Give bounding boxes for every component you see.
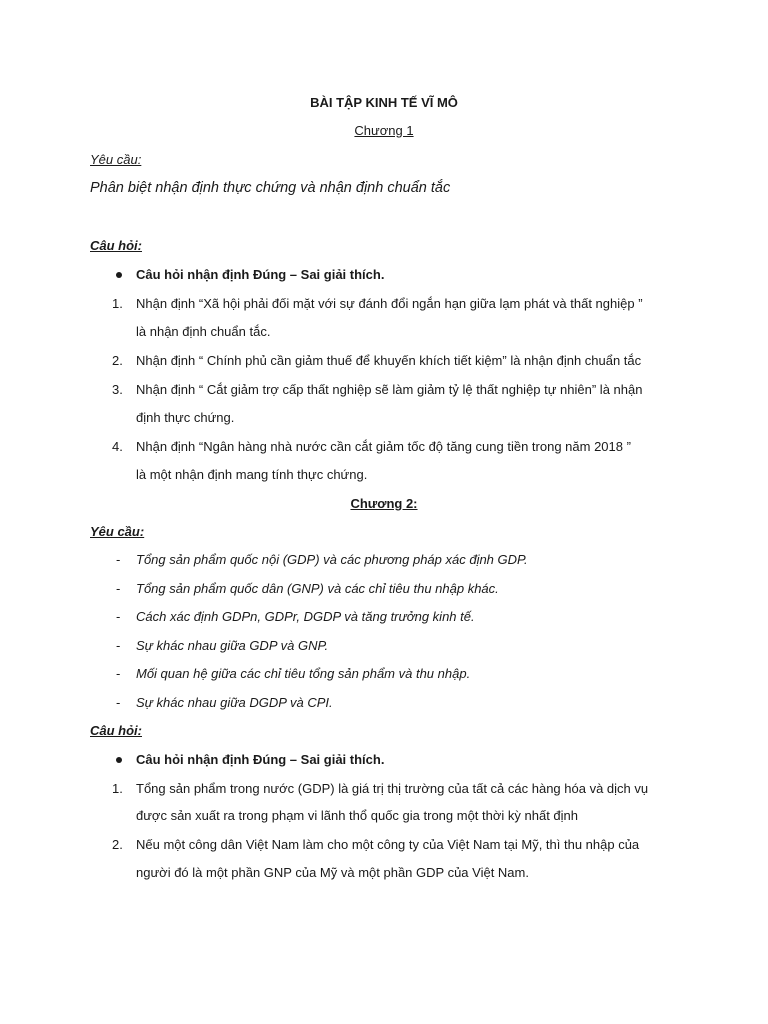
chapter1-item-4-line2: là một nhận định mang tính thực chứng. xyxy=(136,467,368,482)
chapter2-req-5-dash: - xyxy=(116,666,121,681)
chapter2-req-5: Mối quan hệ giữa các chỉ tiêu tổng sản phẩm và thu nhập. xyxy=(136,666,471,681)
chapter2-req-6-dash: - xyxy=(116,695,121,710)
chapter2-req-4-dash: - xyxy=(116,638,121,653)
chapter1-item-4-line1: Nhận định “Ngân hàng nhà nước cần cắt giảm tốc độ tăng cung tiền trong năm 2018 ” xyxy=(136,439,631,454)
chapter1-questions-label: Câu hỏi: xyxy=(90,238,142,253)
chapter2-requirement-label: Yêu cầu: xyxy=(90,524,145,539)
chapter1-item-1-line1: Nhận định “Xã hội phải đối mặt với sự đánh đổi ngắn hạn giữa lạm phát và thất nghiệp ” xyxy=(136,296,643,311)
chapter2-req-2-dash: - xyxy=(116,581,121,596)
chapter1-item-1-number: 1. xyxy=(112,296,123,311)
chapter2-questions-label: Câu hỏi: xyxy=(90,723,142,738)
document-title: BÀI TẬP KINH TẾ VĨ MÔ xyxy=(310,95,458,110)
chapter1-item-3-line1: Nhận định “ Cắt giảm trợ cấp thất nghiệp sẽ làm giảm tỷ lệ thất nghiệp tự nhiên” là nhận xyxy=(136,382,643,397)
chapter2-item-2-number: 2. xyxy=(112,837,123,852)
chapter2-item-2-line1: Nếu một công dân Việt Nam làm cho một công ty của Việt Nam tại Mỹ, thì thu nhập của xyxy=(136,837,640,852)
chapter2-req-1-dash: - xyxy=(116,552,121,567)
chapter2-req-6: Sự khác nhau giữa DGDP và CPI. xyxy=(136,695,333,710)
chapter2-heading: Chương 2: xyxy=(350,496,418,511)
chapter1-heading: Chương 1 xyxy=(354,123,414,138)
chapter1-bullet-title: Câu hỏi nhận định Đúng – Sai giải thích. xyxy=(136,267,385,282)
chapter1-item-4-number: 4. xyxy=(112,439,123,454)
chapter1-item-3-number: 3. xyxy=(112,382,123,397)
chapter1-item-1-line2: là nhận định chuẩn tắc. xyxy=(136,324,271,339)
chapter2-item-1-number: 1. xyxy=(112,781,123,796)
chapter2-req-3: Cách xác định GDPn, GDPr, DGDP và tăng trưởng kinh tế. xyxy=(136,609,475,624)
chapter1-requirement-label: Yêu cầu: xyxy=(90,152,142,167)
bullet-dot-icon xyxy=(116,757,122,763)
chapter2-item-2-line2: người đó là một phần GNP của Mỹ và một phần GDP của Việt Nam. xyxy=(136,865,529,880)
chapter1-item-3-line2: định thực chứng. xyxy=(136,410,235,425)
chapter1-item-2-line1: Nhận định “ Chính phủ cần giảm thuế để khuyến khích tiết kiệm” là nhận định chuẩn tắc xyxy=(136,353,642,368)
chapter2-req-4: Sự khác nhau giữa GDP và GNP. xyxy=(136,638,329,653)
chapter1-item-2-number: 2. xyxy=(112,353,123,368)
chapter2-item-1-line1: Tổng sản phẩm trong nước (GDP) là giá trị thị trường của tất cả các hàng hóa và dịch vụ xyxy=(136,781,649,796)
chapter2-bullet-title: Câu hỏi nhận định Đúng – Sai giải thích. xyxy=(136,752,385,767)
chapter1-requirement-text: Phân biệt nhận định thực chứng và nhận định chuẩn tắc xyxy=(90,180,451,196)
bullet-dot-icon xyxy=(116,272,122,278)
chapter2-item-1-line2: được sản xuất ra trong phạm vi lãnh thổ quốc gia trong một thời kỳ nhất định xyxy=(136,808,578,823)
chapter2-req-1: Tổng sản phẩm quốc nội (GDP) và các phương pháp xác định GDP. xyxy=(136,552,528,567)
chapter2-req-2: Tổng sản phẩm quốc dân (GNP) và các chỉ tiêu thu nhập khác. xyxy=(136,581,499,596)
chapter2-req-3-dash: - xyxy=(116,609,121,624)
